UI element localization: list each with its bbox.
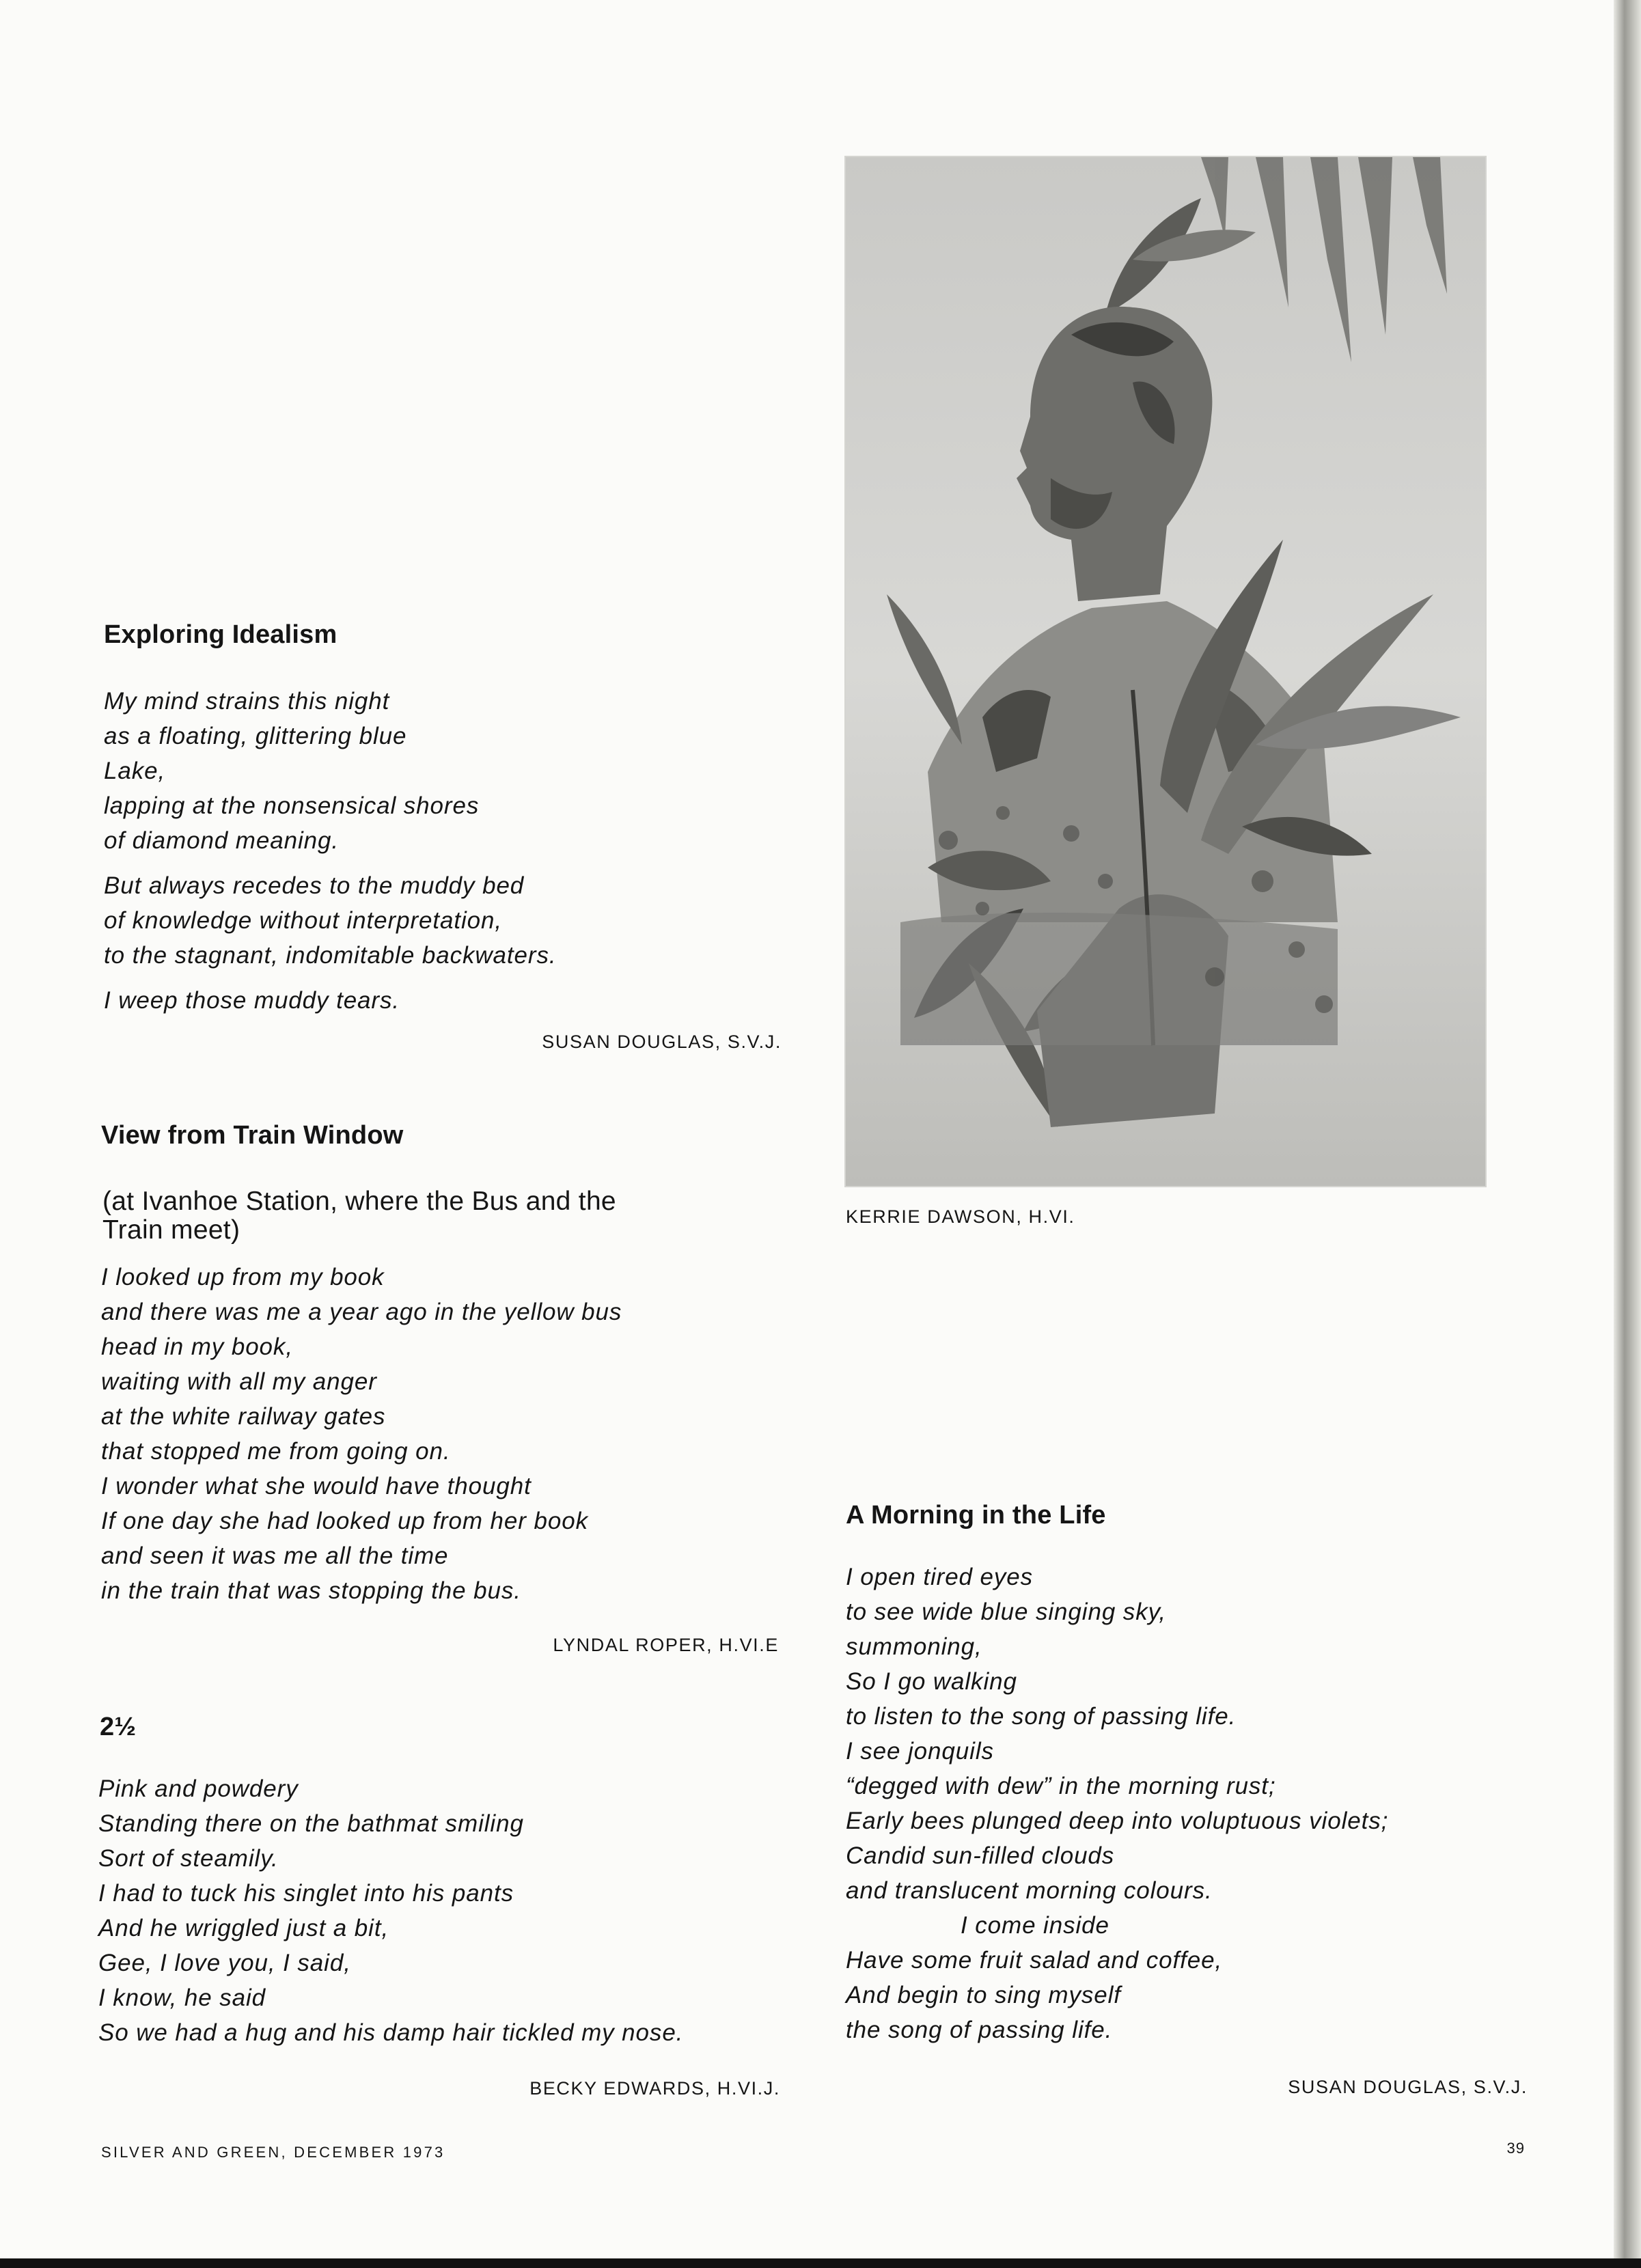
portrait-painting-illustration [846, 157, 1485, 1186]
poem-line: lapping at the nonsensical shores [104, 792, 480, 819]
poem-line: to the stagnant, indomitable backwaters. [104, 942, 557, 969]
poem-line: I open tired eyes [846, 1564, 1034, 1590]
publication-footer: SILVER AND GREEN, DECEMBER 1973 [101, 2144, 445, 2161]
poem-line: of diamond meaning. [104, 827, 339, 854]
poem-line: I looked up from my book [101, 1264, 385, 1290]
poem-line: If one day she had looked up from her book [101, 1508, 588, 1534]
poem-line: and seen it was me all the time [101, 1543, 449, 1569]
bottom-bar [0, 2258, 1641, 2268]
poem-body-view-from-train-window [101, 1260, 622, 1608]
poem-line: My mind strains this night [104, 688, 390, 715]
poem-line: I had to tuck his singlet into his pants [98, 1880, 514, 1907]
poem-line: I see jonquils [846, 1738, 994, 1765]
poem-subtitle [102, 1187, 616, 1245]
poem-line: I weep those muddy tears. [104, 987, 400, 1014]
poem-line: in the train that was stopping the bus. [101, 1577, 521, 1604]
poem-line: Gee, I love you, I said, [98, 1950, 351, 1976]
poem-body-exploring-idealism [104, 684, 556, 1018]
subtitle-line: (at Ivanhoe Station, where the Bus and the [102, 1187, 616, 1216]
poem-line: of knowledge without interpretation, [104, 907, 503, 934]
poem-body-a-morning-in-the-life [846, 1560, 1388, 2047]
poem-title-exploring-idealism: Exploring Idealism [104, 620, 337, 649]
page-number: 39 [1506, 2140, 1525, 2157]
poem-line: and translucent morning colours. [846, 1877, 1213, 1904]
poem-title-view-from-train-window: View from Train Window [101, 1121, 404, 1150]
poem-line: But always recedes to the muddy bed [104, 872, 525, 899]
poem-line: Early bees plunged deep into voluptuous violets; [846, 1808, 1389, 1834]
subtitle-line: Train meet) [102, 1215, 240, 1245]
poem-line: and there was me a year ago in the yellow bus [101, 1299, 622, 1325]
poem-body-two-and-a-half [98, 1771, 683, 2050]
poem-line: I know, he said [98, 1984, 266, 2011]
poem-line: Have some fruit salad and coffee, [846, 1947, 1223, 1974]
byline-becky-edwards: BECKY EDWARDS, H.VI.J. [529, 2078, 780, 2099]
poem-line: Standing there on the bathmat smiling [98, 1810, 524, 1837]
byline-lyndal-roper: LYNDAL ROPER, H.VI.E [553, 1635, 779, 1655]
poem-line: “degged with dew” in the morning rust; [846, 1773, 1276, 1799]
poem-line: summoning, [846, 1633, 982, 1660]
poem-line: at the white railway gates [101, 1403, 386, 1430]
byline-susan-douglas-2: SUSAN DOUGLAS, S.V.J. [1288, 2077, 1528, 2097]
poem-line: the song of passing life. [846, 2017, 1113, 2043]
poem-line: Sort of steamily. [98, 1845, 279, 1872]
poem-line: So I go walking [846, 1668, 1017, 1695]
poem-line: to see wide blue singing sky, [846, 1599, 1167, 1625]
poem-line: head in my book, [101, 1333, 293, 1360]
poem-line: as a floating, glittering blue [104, 723, 407, 749]
poem-line: Pink and powdery [98, 1775, 299, 1802]
poem-line: Lake, [104, 758, 166, 784]
poem-line: waiting with all my anger [101, 1368, 377, 1395]
poem-line: Candid sun-filled clouds [846, 1842, 1115, 1869]
poem-line: I come inside [961, 1912, 1109, 1939]
byline-susan-douglas: SUSAN DOUGLAS, S.V.J. [542, 1032, 782, 1052]
page-edge [1614, 0, 1641, 2268]
poem-line: So we had a hug and his damp hair tickled my nose. [98, 2019, 684, 2046]
poem-title-two-and-a-half: 2½ [100, 1713, 137, 1741]
poem-line: And begin to sing myself [846, 1982, 1121, 2008]
poem-line: that stopped me from going on. [101, 1438, 451, 1465]
poem-line: And he wriggled just a bit, [98, 1915, 389, 1941]
artwork-portrait [844, 156, 1487, 1187]
poem-line: to listen to the song of passing life. [846, 1703, 1237, 1730]
poem-title-a-morning-in-the-life: A Morning in the Life [846, 1501, 1106, 1530]
artwork-caption: KERRIE DAWSON, H.VI. [846, 1206, 1075, 1227]
poem-line: I wonder what she would have thought [101, 1473, 532, 1499]
